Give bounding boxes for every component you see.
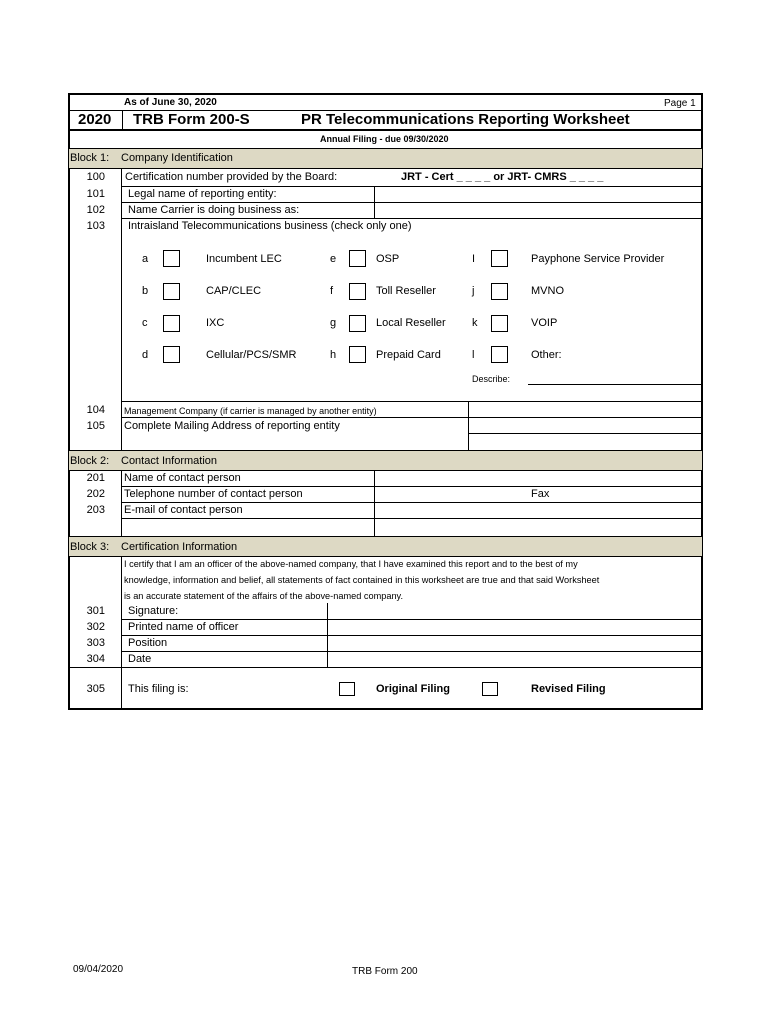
- option-label: Other:: [531, 349, 562, 361]
- date-field[interactable]: [329, 652, 702, 666]
- option-label: Cellular/PCS/SMR: [206, 349, 297, 361]
- option-letter: I: [472, 253, 476, 265]
- block2-label: Block 2:: [70, 455, 110, 467]
- block3-label: Block 3:: [70, 541, 110, 553]
- row-label: This filing is:: [128, 683, 189, 695]
- row-num: 102: [86, 204, 105, 216]
- filing-due: Annual Filing - due 09/30/2020: [320, 134, 449, 144]
- row-num: 202: [86, 488, 105, 500]
- option-label: Incumbent LEC: [206, 253, 282, 265]
- as-of-date: As of June 30, 2020: [124, 97, 217, 108]
- row-label: Legal name of reporting entity:: [128, 188, 277, 200]
- row-label: Name Carrier is doing business as:: [128, 204, 300, 216]
- row-num: 305: [86, 683, 105, 695]
- dba-name-field[interactable]: [376, 203, 702, 217]
- form-id: TRB Form 200-S: [133, 111, 250, 128]
- original-filing-checkbox[interactable]: [339, 682, 355, 696]
- row-num: 303: [86, 637, 105, 649]
- row-num: 103: [86, 220, 105, 232]
- telephone-field[interactable]: [376, 487, 526, 501]
- block3-title: Certification Information: [121, 541, 238, 553]
- signature-field[interactable]: [329, 604, 702, 618]
- row-label: Date: [128, 653, 152, 665]
- option-letter: a: [142, 253, 149, 265]
- fax-field[interactable]: [556, 487, 702, 501]
- describe-field[interactable]: [528, 384, 702, 385]
- row-num: 201: [86, 472, 105, 484]
- certification-text-line: is an accurate statement of the affairs of the above-named company.: [124, 591, 404, 601]
- voip-checkbox[interactable]: [491, 315, 508, 332]
- row-num: 304: [86, 653, 105, 665]
- row-num: 302: [86, 621, 105, 633]
- option-label: CAP/CLEC: [206, 285, 262, 297]
- option-letter: h: [330, 349, 337, 361]
- option-label: Payphone Service Provider: [531, 253, 665, 265]
- row-num: 301: [86, 605, 105, 617]
- form-year: 2020: [78, 111, 112, 128]
- row-label: E-mail of contact person: [124, 504, 243, 516]
- option-letter: d: [142, 349, 149, 361]
- revised-filing-label: Revised Filing: [531, 683, 606, 695]
- mailing-address-field[interactable]: [470, 418, 702, 449]
- position-field[interactable]: [329, 636, 702, 650]
- row-num: 104: [86, 404, 105, 416]
- option-letter: k: [472, 317, 478, 329]
- row-num: 100: [86, 171, 105, 183]
- cap-clec-checkbox[interactable]: [163, 283, 180, 300]
- option-label: OSP: [376, 253, 400, 265]
- fax-label: Fax: [531, 488, 550, 500]
- other-checkbox[interactable]: [491, 346, 508, 363]
- row-label: Position: [128, 637, 168, 649]
- block1-title: Company Identification: [121, 152, 233, 164]
- option-label: Local Reseller: [376, 317, 446, 329]
- incumbent-lec-checkbox[interactable]: [163, 250, 180, 267]
- email-field[interactable]: [376, 503, 702, 517]
- payphone-checkbox[interactable]: [491, 250, 508, 267]
- describe-label: Describe:: [472, 374, 511, 384]
- option-letter: l: [472, 349, 475, 361]
- certification-text-line: knowledge, information and belief, all statements of fact contained in this worksheet are true and that said Worksheet: [124, 575, 600, 585]
- certification-text-line: I certify that I am an officer of the above-named company, that I have examined this report and to the best of my: [124, 559, 578, 569]
- toll-reseller-checkbox[interactable]: [349, 283, 366, 300]
- option-label: MVNO: [531, 285, 564, 297]
- row-num: 105: [86, 420, 105, 432]
- row-label: Signature:: [128, 605, 179, 617]
- ixc-checkbox[interactable]: [163, 315, 180, 332]
- row-label: Certification number provided by the Board:: [125, 171, 338, 183]
- jrt-cert-field[interactable]: JRT - Cert _ _ _ _ or JRT- CMRS _ _ _ _: [401, 171, 604, 183]
- option-label: Prepaid Card: [376, 349, 441, 361]
- row-num: 101: [86, 188, 105, 200]
- prepaid-card-checkbox[interactable]: [349, 346, 366, 363]
- footer-form: TRB Form 200: [352, 966, 418, 977]
- row-label: Printed name of officer: [128, 621, 239, 633]
- row-label: Management Company (if carrier is managed by another entity): [124, 406, 377, 416]
- row-num: 203: [86, 504, 105, 516]
- page-number: Page 1: [664, 98, 696, 109]
- option-letter: j: [472, 285, 475, 297]
- printed-name-field[interactable]: [329, 620, 702, 634]
- row-label: Telephone number of contact person: [124, 488, 303, 500]
- local-reseller-checkbox[interactable]: [349, 315, 366, 332]
- option-label: VOIP: [531, 317, 558, 329]
- option-letter: f: [330, 285, 334, 297]
- row-label: Name of contact person: [124, 472, 241, 484]
- option-letter: c: [142, 317, 148, 329]
- cellular-checkbox[interactable]: [163, 346, 180, 363]
- contact-name-field[interactable]: [376, 471, 702, 485]
- osp-checkbox[interactable]: [349, 250, 366, 267]
- footer-date: 09/04/2020: [73, 964, 124, 975]
- management-company-field[interactable]: [470, 402, 702, 416]
- option-letter: e: [330, 253, 337, 265]
- option-letter: b: [142, 285, 149, 297]
- row-label: Intraisland Telecommunications business (check only one): [128, 220, 412, 232]
- revised-filing-checkbox[interactable]: [482, 682, 498, 696]
- block2-title: Contact Information: [121, 455, 217, 467]
- option-letter: g: [330, 317, 337, 329]
- row-label: Complete Mailing Address of reporting entity: [124, 420, 340, 432]
- original-filing-label: Original Filing: [376, 683, 450, 695]
- mvno-checkbox[interactable]: [491, 283, 508, 300]
- option-label: Toll Reseller: [376, 285, 436, 297]
- form-title: PR Telecommunications Reporting Worksheet: [301, 111, 630, 128]
- legal-name-field[interactable]: [376, 187, 702, 201]
- block1-label: Block 1:: [70, 152, 110, 164]
- option-label: IXC: [206, 317, 225, 329]
